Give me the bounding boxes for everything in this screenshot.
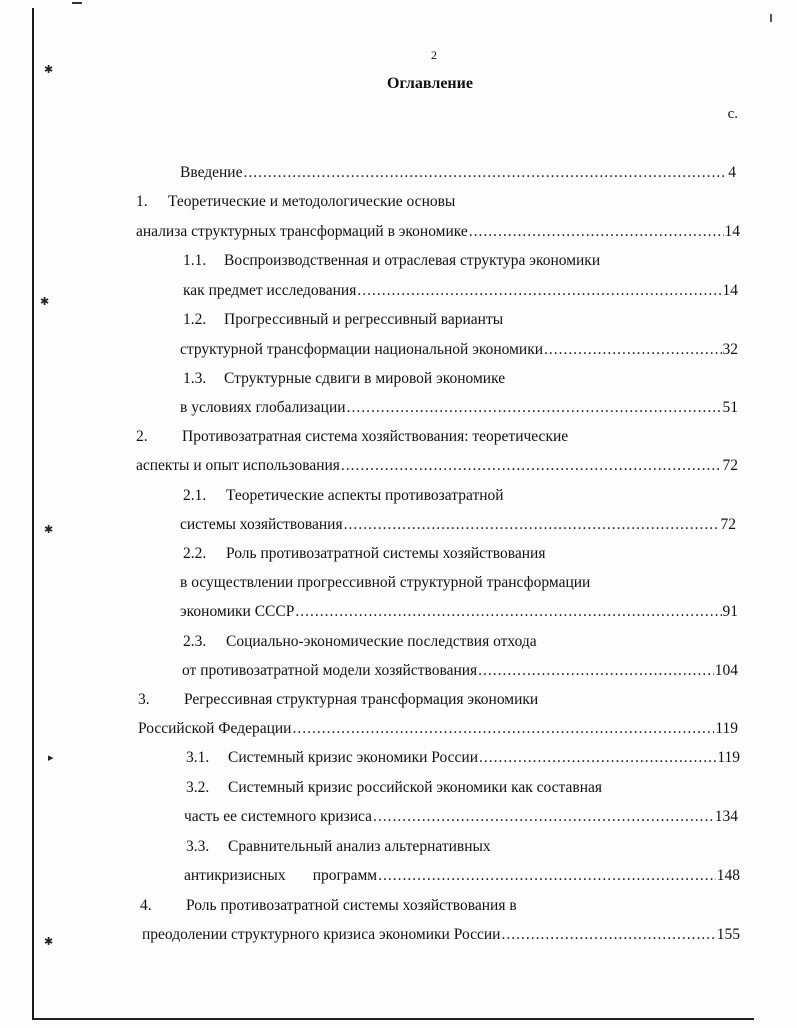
toc-page-number: 72 — [720, 516, 736, 533]
toc-page-number: 155 — [716, 926, 740, 943]
toc-page-number: 14 — [724, 223, 740, 240]
dot-leader — [479, 750, 716, 766]
toc-entry-intro[interactable] — [180, 165, 736, 181]
dot-leader — [344, 517, 720, 533]
toc-entry-label: анализа структурных трансформаций в экономике — [136, 223, 468, 240]
toc-entry-section-2-3[interactable] — [182, 663, 738, 679]
toc-entry-label: преодолении структурного кризиса экономики России — [142, 926, 501, 943]
toc-section-title[interactable]: Социально-экономические последствия отхода — [226, 633, 537, 650]
toc-chapter-title[interactable]: Регрессивная структурная трансформация экономики — [184, 691, 539, 708]
toc-entry-section-1-1[interactable] — [183, 283, 738, 299]
toc-entry-label: Системный кризис экономики России — [228, 749, 479, 766]
toc-section-title-continued[interactable]: в осуществлении прогрессивной структурной трансформации — [180, 574, 591, 591]
dot-leader — [373, 809, 714, 825]
toc-page-number: 148 — [716, 867, 740, 884]
dot-leader — [292, 721, 714, 737]
toc-chapter-title[interactable]: Теоретические и методологические основы — [168, 193, 456, 210]
toc-section-number: 1.2. — [183, 311, 207, 328]
toc-section-title[interactable]: Теоретические аспекты противозатратной — [226, 487, 504, 504]
toc-page-number: 119 — [717, 749, 740, 766]
dot-leader — [357, 283, 721, 299]
toc-page-number: 4 — [728, 164, 736, 181]
toc-chapter-number: 3. — [138, 691, 150, 708]
toc-entry-section-3-2[interactable] — [184, 809, 738, 825]
page-title: Оглавление — [387, 75, 473, 92]
toc-entry-section-3-1[interactable] — [228, 750, 740, 766]
toc-entry-chapter-3[interactable] — [138, 721, 738, 737]
toc-entry-label: часть ее системного кризиса — [184, 808, 373, 825]
scan-edge-bottom — [34, 1018, 754, 1020]
toc-section-title[interactable]: Системный кризис российской экономики как составная — [228, 779, 603, 796]
toc-section-title[interactable]: Структурные сдвиги в мировой экономике — [224, 370, 506, 387]
dot-leader — [469, 224, 724, 240]
toc-entry-chapter-1[interactable] — [136, 224, 740, 240]
dot-leader — [544, 342, 721, 358]
dot-leader — [347, 400, 722, 416]
toc-entry-chapter-4[interactable] — [142, 927, 740, 943]
toc-entry-label: от противозатратной модели хозяйствования — [182, 662, 478, 679]
toc-chapter-title[interactable]: Противозатратная система хозяйствования: теоретические — [182, 428, 569, 445]
scan-speck: ✱ — [44, 523, 54, 536]
scan-speck: ▸ — [48, 751, 54, 764]
dot-leader — [478, 663, 714, 679]
toc-page-number: 119 — [715, 720, 738, 737]
toc-section-title[interactable]: Роль противозатратной системы хозяйствования — [226, 545, 546, 562]
toc-section-number: 1.1. — [183, 252, 207, 269]
toc-entry-section-3-3[interactable] — [184, 868, 740, 884]
dot-leader — [295, 604, 721, 620]
toc-section-number: 3.1. — [186, 749, 210, 766]
toc-section-number: 2.3. — [183, 633, 207, 650]
toc-page-number: 51 — [722, 399, 738, 416]
dot-leader — [378, 868, 716, 884]
toc-section-number: 2.2. — [183, 545, 207, 562]
toc-entry-label: экономики СССР — [180, 603, 295, 620]
toc-page-number: 72 — [722, 457, 738, 474]
toc-entry-section-1-3[interactable] — [180, 400, 738, 416]
scan-mark — [72, 2, 82, 4]
toc-entry-label: Российской Федерации — [138, 720, 292, 737]
toc-entry-label: в условиях глобализации — [180, 399, 346, 416]
toc-entry-label: системы хозяйствования — [180, 516, 343, 533]
toc-section-number: 3.3. — [186, 838, 210, 855]
toc-entry-label: структурной трансформации национальной экономики — [180, 341, 544, 358]
scan-speck: ✱ — [40, 295, 50, 308]
toc-section-number: 2.1. — [183, 487, 207, 504]
toc-entry-section-1-2[interactable] — [180, 342, 738, 358]
toc-page-number: 91 — [722, 603, 738, 620]
page-number: 2 — [431, 48, 437, 62]
scan-mark — [770, 14, 772, 22]
toc-section-number: 3.2. — [186, 779, 210, 796]
dot-leader — [341, 458, 722, 474]
dot-leader — [243, 165, 727, 181]
scan-speck: ✱ — [44, 935, 54, 948]
toc-page-number: 104 — [714, 662, 738, 679]
page-column-label: с. — [727, 106, 738, 122]
toc-entry-section-2-1[interactable] — [180, 517, 736, 533]
toc-entry-chapter-2[interactable] — [136, 458, 738, 474]
toc-section-number: 1.3. — [183, 370, 207, 387]
scan-speck: ✱ — [44, 63, 54, 76]
toc-chapter-number: 2. — [136, 428, 148, 445]
toc-page-number: 32 — [722, 341, 738, 358]
toc-section-title[interactable]: Воспроизводственная и отраслевая структура экономики — [224, 252, 601, 269]
toc-entry-section-2-2[interactable] — [180, 604, 738, 620]
toc-chapter-number: 1. — [136, 193, 148, 210]
toc-page-number: 14 — [722, 282, 738, 299]
toc-section-title[interactable]: Сравнительный анализ альтернативных — [228, 838, 491, 855]
toc-chapter-title[interactable]: Роль противозатратной системы хозяйствования в — [186, 897, 517, 914]
toc-section-title[interactable]: Прогрессивный и регрессивный варианты — [224, 311, 504, 328]
toc-page-number: 134 — [714, 808, 738, 825]
toc-entry-label: аспекты и опыт использования — [136, 457, 340, 474]
scan-edge-left — [32, 8, 34, 1020]
toc-entry-label: антикризисных программ — [184, 867, 378, 884]
toc-chapter-number: 4. — [140, 897, 152, 914]
dot-leader — [501, 927, 715, 943]
toc-entry-label: Введение — [180, 164, 243, 181]
toc-entry-label: как предмет исследования — [183, 282, 357, 299]
